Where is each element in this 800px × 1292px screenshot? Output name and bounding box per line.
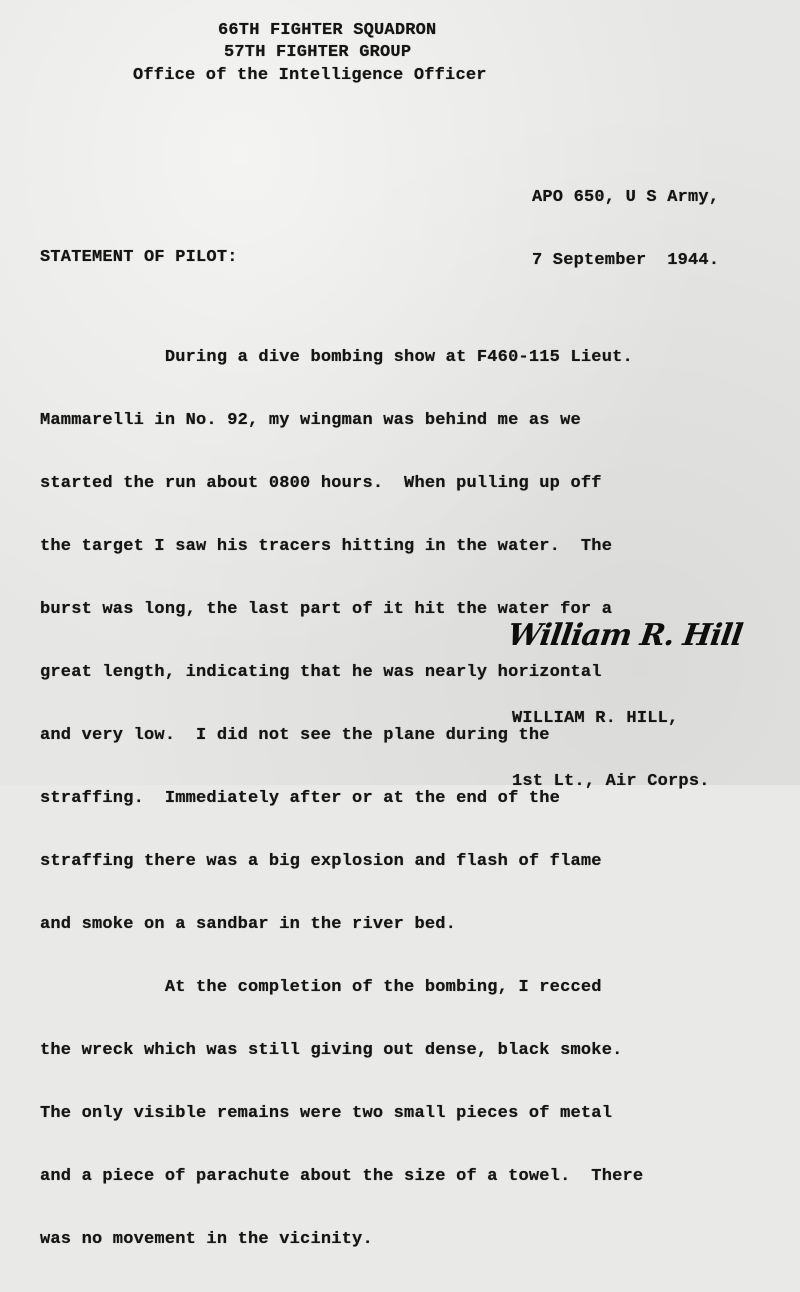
body-line: straffing there was a big explosion and flash of flame — [40, 852, 602, 871]
body-line: and very low. I did not see the plane during the — [40, 726, 550, 745]
body-line: The only visible remains were two small pieces of metal — [40, 1104, 613, 1123]
dateline-location: APO 650, U S Army, — [532, 188, 720, 207]
body-line: Mammarelli in No. 92, my wingman was behind me as we — [40, 411, 581, 430]
body-line: straffing. Immediately after or at the end of the — [40, 789, 561, 808]
body-line: At the completion of the bombing, I recced — [40, 978, 602, 997]
body-line: and smoke on a sandbar in the river bed. — [40, 915, 457, 934]
group-name: 57TH FIGHTER GROUP — [224, 43, 412, 62]
body-line: During a dive bombing show at F460-115 Lieut. — [40, 348, 633, 367]
body-line: was no movement in the vicinity. — [40, 1230, 373, 1249]
body-line: the target I saw his tracers hitting in the water. The — [40, 537, 613, 556]
signatory-rank: 1st Lt., Air Corps. — [512, 772, 710, 791]
signatory — [512, 666, 710, 834]
body-line: the wreck which was still giving out dense, black smoke. — [40, 1041, 623, 1060]
body-line: and a piece of parachute about the size of a towel. There — [40, 1167, 644, 1186]
signature-block — [505, 618, 745, 653]
body-line: started the run about 0800 hours. When pulling up off — [40, 474, 602, 493]
squadron-name: 66TH FIGHTER SQUADRON — [218, 21, 437, 40]
body-line: great length, indicating that he was nearly horizontal — [40, 663, 602, 682]
signatory-name: WILLIAM R. HILL, — [512, 709, 679, 728]
handwritten-signature: William R. Hill — [505, 618, 745, 653]
office-name: Office of the Intelligence Officer — [133, 66, 487, 85]
subject-line: STATEMENT OF PILOT: — [40, 248, 238, 267]
dateline-date: 7 September 1944. — [532, 251, 720, 270]
dateline — [532, 145, 719, 313]
body-line: burst was long, the last part of it hit the water for a — [40, 600, 613, 619]
